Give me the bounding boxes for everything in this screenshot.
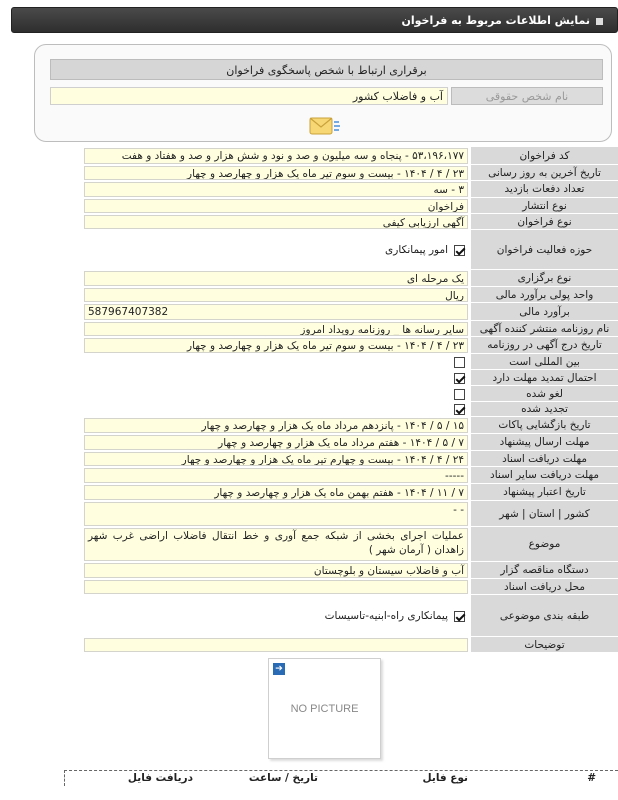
detail-label: بین المللی است (471, 354, 618, 370)
detail-value: ۷ / ۵ / ۱۴۰۴ - هفتم مرداد ماه یک هزار و چهارصد و چهار (84, 435, 468, 450)
detail-label: مهلت ارسال پیشنهاد (471, 434, 618, 451)
detail-checkbox-cell (84, 355, 468, 369)
detail-row (84, 303, 618, 321)
detail-value: ----- (84, 468, 468, 483)
detail-checkbox-cell (84, 387, 468, 401)
checkbox-checked[interactable] (454, 404, 465, 415)
detail-value: آب و فاضلاب سیستان و بلوچستان (84, 563, 468, 578)
detail-value: سایر رسانه ها _ روزنامه رویداد امروز (84, 322, 468, 336)
detail-row (84, 417, 618, 434)
checkbox-checked[interactable] (454, 611, 465, 622)
detail-value: - - (84, 502, 468, 526)
detail-value: ۵۳،۱۹۶،۱۷۷ - پنجاه و سه میلیون و صد و نود و شش هزار و صد و هفتاد و هفت (84, 148, 468, 164)
detail-value: ریال (84, 288, 468, 302)
detail-row (84, 230, 618, 270)
detail-label: نوع فراخوان (471, 214, 618, 230)
checkbox-unchecked[interactable] (454, 389, 465, 400)
detail-row (84, 451, 618, 467)
detail-label: لغو شده (471, 386, 618, 402)
detail-label: طبقه بندی موضوعی (471, 595, 618, 637)
detail-row (84, 402, 618, 417)
detail-label: برآورد مالی (471, 303, 618, 321)
detail-row (84, 527, 618, 562)
detail-label: نوع انتشار (471, 198, 618, 214)
files-col-number: # (587, 772, 596, 784)
detail-label: مهلت دریافت سایر اسناد (471, 467, 618, 484)
detail-row (84, 595, 618, 637)
detail-label: موضوع (471, 527, 618, 562)
detail-row (84, 434, 618, 451)
detail-checkbox-cell (84, 371, 468, 385)
checkbox-label: پیمانکاری راه-ابنیه-تاسیسات (324, 609, 448, 622)
detail-row (84, 181, 618, 198)
detail-value: ۲۳ / ۴ / ۱۴۰۴ - بیست و سوم تیر ماه یک هزار و چهارصد و چهار (84, 338, 468, 353)
detail-checkbox-value (84, 596, 468, 636)
detail-row (84, 147, 618, 165)
detail-label: تجدید شده (471, 402, 618, 417)
detail-row (84, 484, 618, 501)
bullet-icon (596, 18, 603, 25)
page-title-bar (11, 7, 618, 33)
detail-row (84, 370, 618, 386)
detail-row (84, 467, 618, 484)
detail-label: توضیحات (471, 637, 618, 653)
detail-value: ۲۳ / ۴ / ۱۴۰۴ - بیست و سوم تیر ماه یک هزار و چهارصد و چهار (84, 166, 468, 180)
checkbox-checked[interactable] (454, 245, 465, 256)
envelope-icon[interactable] (307, 113, 341, 139)
detail-label: کشور | استان | شهر (471, 501, 618, 527)
detail-label: دستگاه مناقصه گزار (471, 562, 618, 579)
detail-label: حوزه فعالیت فراخوان (471, 230, 618, 270)
detail-row (84, 501, 618, 527)
detail-value: آگهی ارزیابی کیفی (84, 215, 468, 229)
contact-heading: برقراری ارتباط با شخص پاسخگوی فراخوان (50, 59, 603, 80)
detail-value: 587967407382 (84, 304, 468, 320)
checkbox-label: امور پیمانکاری (385, 243, 448, 256)
detail-value: یک مرحله ای (84, 271, 468, 286)
detail-row (84, 214, 618, 230)
detail-row (84, 562, 618, 579)
files-col-datetime: تاریخ / ساعت (248, 772, 318, 784)
detail-row (84, 337, 618, 354)
detail-value: ۳ - سه (84, 182, 468, 197)
page-title: نمایش اطلاعات مربوط به فراخوان (401, 14, 590, 27)
files-table-header (64, 770, 618, 786)
checkbox-checked[interactable] (454, 373, 465, 384)
detail-value (84, 638, 468, 652)
detail-label: واحد پولی برآورد مالی (471, 287, 618, 303)
detail-label: تاریخ اعتبار پیشنهاد (471, 484, 618, 501)
files-col-type: نوع فایل (422, 772, 468, 784)
no-picture-text: NO PICTURE (290, 703, 359, 715)
entity-name-value: آب و فاضلاب کشور (50, 87, 448, 105)
detail-value: فراخوان (84, 199, 468, 213)
detail-row (84, 386, 618, 402)
detail-label: نوع برگزاری (471, 270, 618, 287)
detail-row (84, 287, 618, 303)
files-col-download: دریافت فایل (127, 772, 193, 784)
detail-checkbox-value (84, 231, 468, 269)
detail-label: تاریخ بازگشایی پاکات (471, 417, 618, 434)
no-picture-image (268, 658, 381, 759)
detail-label: کد فراخوان (471, 147, 618, 165)
detail-row (84, 270, 618, 287)
detail-value: ۲۴ / ۴ / ۱۴۰۴ - بیست و چهارم تیر ماه یک هزار و چهارصد و چهار (84, 452, 468, 466)
detail-label: احتمال تمدید مهلت دارد (471, 370, 618, 386)
contact-panel (34, 44, 612, 142)
detail-row (84, 321, 618, 337)
detail-label: مهلت دریافت اسناد (471, 451, 618, 467)
detail-label: نام روزنامه منتشر کننده آگهی (471, 321, 618, 337)
detail-row (84, 637, 618, 653)
detail-value: ۷ / ۱۱ / ۱۴۰۴ - هفتم بهمن ماه یک هزار و چهارصد و چهار (84, 485, 468, 500)
detail-row (84, 354, 618, 370)
detail-value: ۱۵ / ۵ / ۱۴۰۴ - پانزدهم مرداد ماه یک هزار و چهارصد و چهار (84, 418, 468, 433)
detail-label: محل دریافت اسناد (471, 579, 618, 595)
entity-name-label: نام شخص حقوقی (451, 87, 603, 105)
detail-label: تعداد دفعات بازدید (471, 181, 618, 198)
detail-row (84, 165, 618, 181)
detail-value: عملیات اجرای بخشی از شبکه جمع آوری و خط انتقال فاضلاب اراضی غرب شهر زاهدان ( آرمان شهر ) (84, 528, 468, 561)
detail-row (84, 579, 618, 595)
detail-row (84, 198, 618, 214)
detail-label: تاریخ درج آگهی در روزنامه (471, 337, 618, 354)
detail-checkbox-cell (84, 403, 468, 416)
checkbox-unchecked[interactable] (454, 357, 465, 368)
open-arrow-icon[interactable]: ➔ (273, 663, 285, 675)
detail-label: تاریخ آخرین به روز رسانی (471, 165, 618, 181)
detail-value (84, 580, 468, 594)
